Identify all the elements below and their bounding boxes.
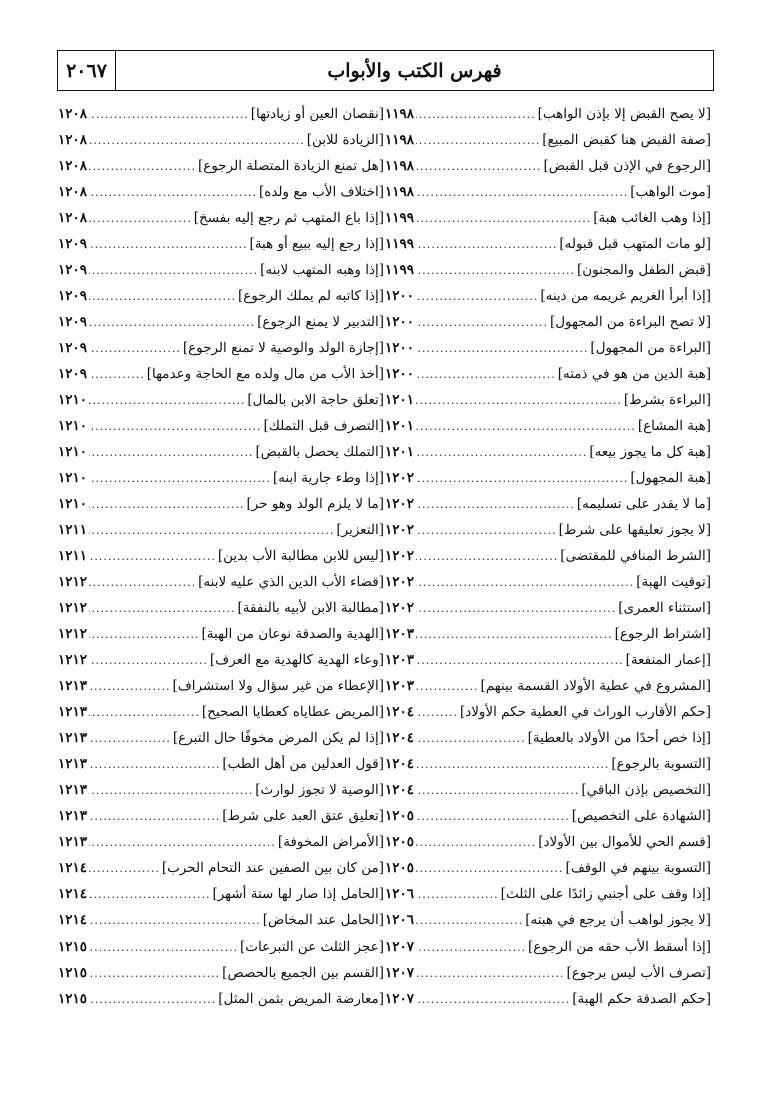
entry-page-number: ١٢٠٨	[58, 132, 88, 149]
entry-title: [إذا أبرأ الغريم غريمه من دينه]	[540, 288, 711, 305]
entry-title: [اختلاف الأب مع ولده]	[259, 184, 384, 201]
index-entry	[58, 699, 384, 725]
dot-leader	[416, 804, 570, 829]
page-number: ٢٠٦٧	[58, 51, 116, 90]
entry-title: [إذا وهبه المتهب لابنه]	[260, 262, 384, 279]
index-entry	[58, 881, 384, 907]
index-entry	[385, 934, 711, 960]
index-entry	[385, 465, 711, 491]
dot-leader	[416, 648, 624, 673]
index-entry	[58, 621, 384, 647]
index-entry	[58, 491, 384, 517]
entry-page-number: ١٢٠١	[385, 392, 415, 409]
index-entry	[58, 803, 384, 829]
dot-leader	[416, 414, 636, 439]
entry-page-number: ١٢٠٥	[385, 834, 415, 851]
entry-page-number: ١٢٠٣	[385, 678, 415, 695]
entry-page-number: ١٢٠٦	[385, 912, 415, 929]
entry-title: [الهدية والصدقة نوعان من الهبة]	[201, 626, 384, 643]
entry-page-number: ١٢٠٧	[385, 990, 415, 1007]
index-entry	[58, 127, 384, 153]
entry-page-number: ١٢١١	[58, 548, 88, 565]
entry-page-number: ١٢٠٢	[385, 600, 415, 617]
index-entry	[385, 803, 711, 829]
index-entry	[385, 101, 711, 127]
index-entry	[58, 725, 384, 751]
index-entry	[58, 257, 384, 283]
dot-leader	[416, 128, 540, 153]
dot-leader	[89, 700, 200, 725]
entry-title: [حكم الصدقة حكم الهبة]	[572, 990, 711, 1007]
dot-leader	[89, 908, 261, 933]
dot-leader	[416, 882, 499, 907]
dot-leader	[89, 154, 196, 179]
entry-title: [الحامل عند المخاض]	[262, 912, 384, 929]
entry-page-number: ١١٩٨	[385, 184, 415, 201]
index-entry	[385, 855, 711, 881]
entry-page-number: ١٢١٣	[58, 834, 88, 851]
index-entry	[385, 205, 711, 231]
index-entry	[385, 179, 711, 205]
index-entry	[58, 309, 384, 335]
entry-title: [المريض عطاياه كعطايا الصحيح]	[201, 704, 384, 721]
index-entry	[58, 283, 384, 309]
index-column-right	[385, 101, 711, 1012]
entry-page-number: ١٢٠٨	[58, 184, 88, 201]
dot-leader	[416, 388, 622, 413]
index-entry	[58, 465, 384, 491]
index-entry	[385, 960, 711, 986]
index-entry	[58, 569, 384, 595]
dot-leader	[416, 935, 526, 960]
page-title: فهرس الكتب والأبواب	[327, 59, 502, 82]
index-entry	[385, 986, 711, 1012]
entry-title: [تصرف الأب ليس برجوع]	[566, 964, 711, 981]
entry-page-number: ١٢٠٢	[385, 574, 415, 591]
entry-title: [التسوية بينهم في الوقف]	[565, 860, 711, 877]
index-entry	[385, 699, 711, 725]
dot-leader	[89, 648, 208, 673]
dot-leader	[89, 388, 245, 413]
dot-leader	[89, 518, 334, 543]
index-entry	[58, 179, 384, 205]
dot-leader	[89, 778, 253, 803]
entry-title: [التسوية بالرجوع]	[611, 756, 711, 773]
entry-title: [مطالبة الابن لأبيه بالنفقة]	[237, 600, 384, 617]
entry-page-number: ١٢١٠	[58, 444, 88, 461]
entry-page-number: ١٢١٠	[58, 418, 88, 435]
entry-page-number: ١٢١٣	[58, 678, 88, 695]
entry-page-number: ١٢١٠	[58, 496, 88, 513]
entry-title: [هل تمنع الزيادة المتصلة الرجوع]	[198, 158, 384, 175]
dot-leader	[89, 674, 170, 699]
entry-page-number: ١٢١٣	[58, 730, 88, 747]
entry-page-number: ١٢٠٢	[385, 496, 415, 513]
entry-page-number: ١٢٠٧	[385, 964, 415, 981]
dot-leader	[416, 180, 628, 205]
entry-title: [إذا وهب الغائب هبة]	[593, 210, 711, 227]
entry-title: [لا يجوز تعليقها على شرط]	[558, 522, 711, 539]
entry-page-number: ١٢٠٣	[385, 652, 415, 669]
entry-page-number: ١٢٠٩	[58, 288, 88, 305]
entry-page-number: ١٢١٢	[58, 626, 88, 643]
entry-title: [من كان بين الصفين عند التحام الحرب]	[161, 860, 384, 877]
dot-leader	[89, 935, 238, 960]
entry-title: [صفة القبض هنا كقبض المبيع]	[542, 132, 711, 149]
entry-title: [هبة كل ما يجوز بيعه]	[589, 444, 711, 461]
entry-page-number: ١٢١٢	[58, 574, 88, 591]
index-entry	[385, 335, 711, 361]
entry-page-number: ١٢٠٣	[385, 626, 415, 643]
entry-title: [إذا وقف على أجنبي زائدًا على الثلث]	[500, 886, 711, 903]
index-entry	[58, 439, 384, 465]
entry-page-number: ١٢٠٩	[58, 314, 88, 331]
entry-title: [الأمراض المخوفة]	[277, 834, 384, 851]
dot-leader	[416, 700, 458, 725]
dot-leader	[89, 414, 261, 439]
dot-leader	[89, 310, 255, 335]
index-entry	[385, 725, 711, 751]
index-entry	[385, 439, 711, 465]
index-entry	[385, 647, 711, 673]
entry-page-number: ١٢١٤	[58, 860, 88, 877]
entry-title: [إعمار المنفعة]	[625, 652, 711, 669]
entry-page-number: ١٢٠٤	[385, 730, 415, 747]
dot-leader	[416, 778, 579, 803]
entry-title: [التعزير]	[336, 522, 384, 539]
entry-title: [البراءة بشرط]	[623, 392, 711, 409]
dot-leader	[89, 961, 220, 986]
entry-page-number: ١٢٠٨	[58, 158, 88, 175]
entry-page-number: ١٢٠٠	[385, 314, 415, 331]
index-entry	[385, 517, 711, 543]
entry-title: [إذا لم يكن المرض مخوفًا حال التبرع]	[172, 730, 384, 747]
index-entry	[58, 361, 384, 387]
dot-leader	[416, 284, 538, 309]
dot-leader	[416, 258, 575, 283]
index-entry	[58, 543, 384, 569]
dot-leader	[89, 180, 257, 205]
index-entry	[58, 855, 384, 881]
entry-page-number: ١٢٠٨	[58, 106, 88, 122]
entry-page-number: ١٢١٥	[58, 990, 88, 1007]
index-entry	[385, 361, 711, 387]
index-entry	[385, 153, 711, 179]
entry-page-number: ١٢٠٢	[385, 548, 415, 565]
dot-leader	[416, 752, 609, 777]
index-entry	[385, 127, 711, 153]
entry-page-number: ١١٩٨	[385, 132, 415, 149]
entry-page-number: ١٢١٣	[58, 808, 88, 825]
dot-leader	[416, 726, 526, 751]
entry-page-number: ١٢١٥	[58, 964, 88, 981]
dot-leader	[89, 466, 271, 491]
dot-leader	[89, 284, 236, 309]
dot-leader	[89, 804, 220, 829]
entry-page-number: ١٢٠١	[385, 444, 415, 461]
dot-leader	[416, 336, 588, 361]
entry-title: [ليس للابن مطالبة الأب بدين]	[217, 548, 384, 565]
index-entry	[385, 621, 711, 647]
entry-page-number: ١٢٠٠	[385, 366, 415, 383]
entry-page-number: ١٢١٠	[58, 470, 88, 487]
index-entry	[385, 907, 711, 933]
dot-leader	[89, 726, 171, 751]
entry-title: [الزيادة للابن]	[306, 132, 384, 149]
index-entry	[58, 647, 384, 673]
entry-page-number: ١٢٠٩	[58, 236, 88, 253]
entry-title: [معارضة المريض بثمن المثل]	[218, 990, 384, 1007]
dot-leader	[416, 544, 558, 569]
index-entry	[385, 829, 711, 855]
entry-page-number: ١١٩٨	[385, 106, 415, 122]
index-entry	[58, 751, 384, 777]
entry-title: [قبض الطفل والمجنون]	[576, 262, 711, 279]
entry-title: [لا تصح البراءة من المجهول]	[549, 314, 711, 331]
dot-leader	[416, 830, 536, 855]
index-entry	[385, 231, 711, 257]
dot-leader	[89, 752, 220, 777]
entry-page-number: ١٢٠٩	[58, 366, 88, 383]
entry-page-number: ١٢٠٤	[385, 782, 415, 799]
entry-page-number: ١٢٠٥	[385, 860, 415, 877]
index-entry	[58, 907, 384, 933]
dot-leader	[416, 206, 591, 231]
entry-page-number: ١١٩٩	[385, 236, 415, 253]
entry-title: [قسم الحي للأموال بين الأولاد]	[538, 834, 711, 851]
dot-leader	[416, 856, 564, 881]
dot-leader	[416, 154, 541, 179]
index-entry	[58, 960, 384, 986]
entry-page-number: ١٢٠٩	[58, 262, 88, 279]
dot-leader	[89, 362, 145, 387]
entry-title: [إذا باع المتهب ثم رجع إليه بفسخ]	[193, 210, 384, 227]
entry-title: [توقيت الهبة]	[636, 574, 711, 591]
dot-leader	[416, 492, 575, 517]
dot-leader	[416, 310, 548, 335]
index-entry	[385, 413, 711, 439]
index-entry	[385, 543, 711, 569]
entry-title: [إذا أسقط الأب حقه من الرجوع]	[528, 938, 711, 955]
entry-title: [لو مات المتهب قبل قبوله]	[559, 236, 711, 253]
entry-page-number: ١٢٠٤	[385, 704, 415, 721]
entry-page-number: ١١٩٨	[385, 158, 415, 175]
entry-page-number: ١٢١٥	[58, 938, 88, 955]
entry-title: [موت الواهب]	[630, 184, 711, 201]
index-entry	[58, 986, 384, 1012]
entry-page-number: ١٢١٣	[58, 756, 88, 773]
dot-leader	[89, 492, 244, 517]
dot-leader	[89, 622, 200, 647]
entry-title: [هبة الدين من هو في ذمته]	[557, 366, 711, 383]
entry-title: [نقصان العين أو زيادتها]	[250, 106, 384, 122]
index-entry	[58, 673, 384, 699]
entry-title: [عجز الثلث عن التبرعات]	[240, 938, 384, 955]
index-entry	[58, 517, 384, 543]
index-entry	[385, 595, 711, 621]
index-entry	[385, 673, 711, 699]
index-entry	[385, 387, 711, 413]
entry-page-number: ١٢١١	[58, 522, 88, 539]
dot-leader	[416, 466, 628, 491]
index-entry	[385, 751, 711, 777]
entry-title: [إذا رجع إليه ببيع أو هبة]	[249, 236, 384, 253]
dot-leader	[89, 206, 192, 231]
entry-title: [الإعطاء من غير سؤال ولا استشراف]	[172, 678, 384, 695]
index-entry	[58, 387, 384, 413]
entry-page-number: ١٢٠٤	[385, 756, 415, 773]
entry-title: [اشتراط الرجوع]	[614, 626, 711, 643]
index-entry	[385, 491, 711, 517]
entry-title: [البراءة من المجهول]	[590, 340, 711, 357]
dot-leader	[416, 987, 570, 1012]
entry-page-number: ١٢١٣	[58, 782, 88, 799]
index-entry	[58, 777, 384, 803]
dot-leader	[89, 830, 276, 855]
index-entry	[385, 257, 711, 283]
entry-page-number: ١٢٠٦	[385, 886, 415, 903]
entry-title: [الرجوع في الإذن قبل القبض]	[543, 158, 711, 175]
index-entry	[58, 595, 384, 621]
entry-title: [قول العدلين من أهل الطب]	[222, 756, 384, 773]
dot-leader	[89, 336, 181, 361]
entry-page-number: ١٢٠٥	[385, 808, 415, 825]
dot-leader	[416, 440, 587, 465]
entry-title: [إجازة الولد والوصية لا تمنع الرجوع]	[182, 340, 384, 357]
entry-page-number: ١٢٠٧	[385, 938, 415, 955]
entry-title: [ما لا يلزم الولد وهو حر]	[246, 496, 384, 513]
index-column-left	[58, 101, 384, 1012]
entry-page-number: ١٢١٢	[58, 652, 88, 669]
entry-title: [إذا كاتبه لم يملك الرجوع]	[237, 288, 384, 305]
entry-title: [إذا وطء جارية ابنه]	[272, 470, 384, 487]
entry-page-number: ١٢٠٠	[385, 340, 415, 357]
entry-title: [استثناء العمرى]	[618, 600, 711, 617]
index-entry	[58, 231, 384, 257]
index-entry	[58, 153, 384, 179]
index-entry	[58, 829, 384, 855]
entry-page-number: ١٢١٤	[58, 886, 88, 903]
index-entry	[58, 413, 384, 439]
entry-title: [هبة المجهول]	[630, 470, 711, 487]
index-entry	[385, 283, 711, 309]
entry-title: [تعلق حاجة الابن بالمال]	[247, 392, 384, 409]
entry-title: [الوصية لا تجوز لوارث]	[255, 782, 384, 799]
entry-title: [التخصيص بإذن الباقي]	[581, 782, 711, 799]
index-entry	[385, 309, 711, 335]
entry-page-number: ١٢١٢	[58, 600, 88, 617]
dot-leader	[89, 882, 210, 907]
entry-title: [لا يجوز لواهب أن يرجع في هبته]	[525, 912, 711, 929]
entry-title: [قضاء الأب الدين الذي عليه لابنه]	[198, 574, 384, 591]
entry-page-number: ١٢٠٢	[385, 470, 415, 487]
dot-leader	[416, 232, 557, 257]
entry-title: [لا يصح القبض إلا بإذن الواهب]	[537, 106, 711, 122]
entry-title: [الشهادة على التخصيص]	[571, 808, 711, 825]
dot-leader	[416, 570, 634, 595]
entry-title: [هبة المشاع]	[637, 418, 711, 435]
dot-leader	[416, 362, 556, 387]
entry-page-number: ١٢١٤	[58, 912, 88, 929]
dot-leader	[89, 440, 253, 465]
entry-title: [إذا خص أحدًا من الأولاد بالعطية]	[527, 730, 711, 747]
entry-page-number: ١١٩٩	[385, 262, 415, 279]
dot-leader	[89, 128, 305, 153]
dot-leader	[89, 232, 247, 257]
index-entry	[385, 777, 711, 803]
entry-title: [التصرف قبل التملك]	[263, 418, 384, 435]
entry-title: [القسم بين الجميع بالحصص]	[222, 964, 384, 981]
entry-title: [الحامل إذا صار لها ستة أشهر]	[212, 886, 384, 903]
index-entry	[58, 934, 384, 960]
index-entry	[385, 881, 711, 907]
entry-page-number: ١٢١٠	[58, 392, 88, 409]
dot-leader	[89, 570, 196, 595]
dot-leader	[416, 518, 557, 543]
entry-title: [المشروع في عطية الأولاد القسمة بينهم]	[480, 678, 711, 695]
entry-title: [التدبير لا يمنع الرجوع]	[257, 314, 384, 331]
entry-title: [حكم الأقارب الوراث في العطية حكم الأولاد]	[459, 704, 711, 721]
entry-page-number: ١٢٠٠	[385, 288, 415, 305]
index-entry	[58, 101, 384, 127]
page-header	[57, 50, 714, 91]
index-entry	[58, 205, 384, 231]
entry-page-number: ١٢١٣	[58, 704, 88, 721]
entry-title: [أخذ الأب من مال ولده مع الحاجة وعدمها]	[146, 366, 384, 383]
dot-leader	[89, 987, 216, 1012]
entry-page-number: ١٢٠٢	[385, 522, 415, 539]
entry-title: [تعليق عتق العبد على شرط]	[222, 808, 384, 825]
dot-leader	[89, 102, 249, 127]
dot-leader	[416, 908, 523, 933]
dot-leader	[416, 596, 616, 621]
dot-leader	[89, 258, 258, 283]
entry-title: [وعاء الهدية كالهدية مع العرف]	[209, 652, 384, 669]
dot-leader	[416, 622, 613, 647]
dot-leader	[416, 961, 565, 986]
entry-page-number: ١٢٠٨	[58, 210, 88, 227]
dot-leader	[416, 674, 479, 699]
entry-title: [ما لا يقدر على تسليمه]	[576, 496, 711, 513]
entry-title: [الشرط المنافي للمقتضى]	[560, 548, 711, 565]
entry-title: [التملك يحصل بالقبض]	[255, 444, 384, 461]
index-entry	[58, 335, 384, 361]
dot-leader	[416, 102, 536, 127]
dot-leader	[89, 856, 160, 881]
index-entry	[385, 569, 711, 595]
entry-page-number: ١٢٠٩	[58, 340, 88, 357]
dot-leader	[89, 596, 236, 621]
entry-page-number: ١٢٠١	[385, 418, 415, 435]
dot-leader	[89, 544, 216, 569]
entry-page-number: ١١٩٩	[385, 210, 415, 227]
